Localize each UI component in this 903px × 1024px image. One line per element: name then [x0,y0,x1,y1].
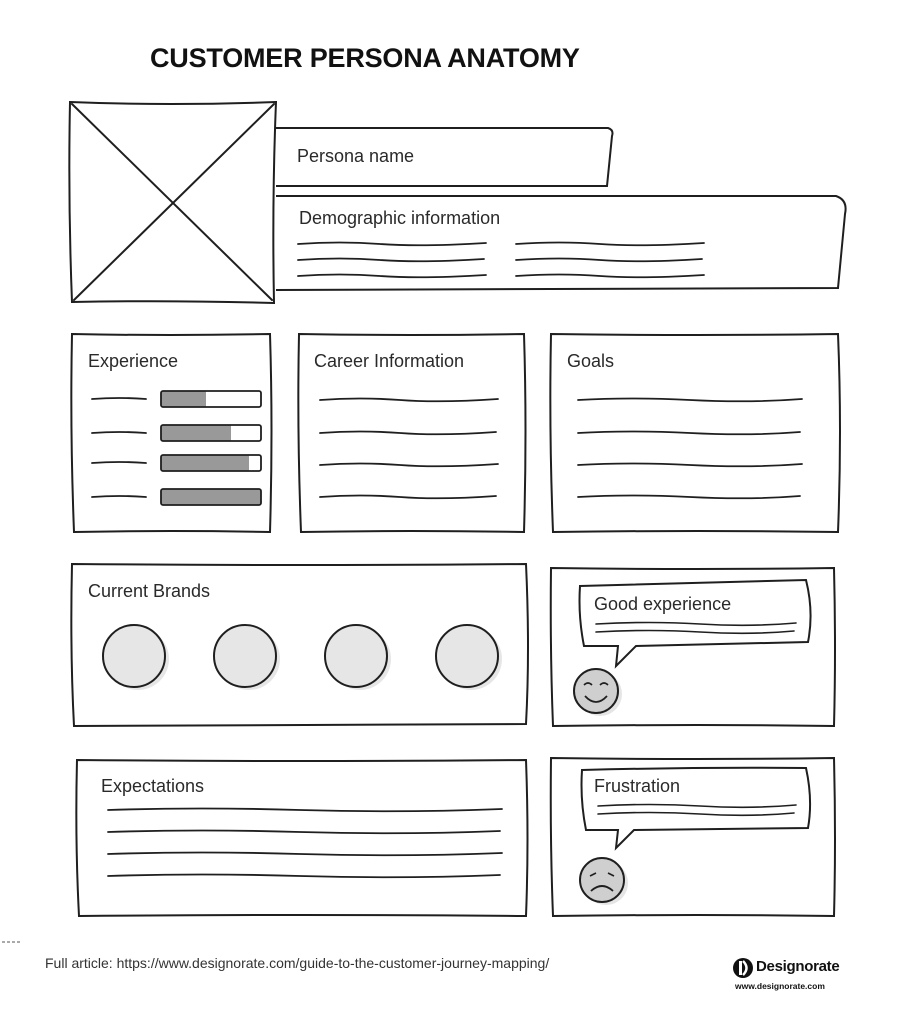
goals-lines [578,399,802,499]
career-label: Career Information [314,351,465,371]
experience-bar-fill [161,391,206,407]
experience-bar-fill [161,455,249,471]
demographic-lines [298,243,704,278]
happy-face-icon [574,669,622,716]
persona-name-label: Persona name [297,146,415,166]
experience-bar [161,425,261,441]
expectations-lines [108,809,502,878]
frustration-label: Frustration [594,776,681,796]
experience-bar [161,489,261,505]
brand-name: Designorate [756,958,840,975]
good-experience-label: Good experience [594,594,732,614]
brand-circles [103,625,502,690]
page-title: CUSTOMER PERSONA ANATOMY [150,43,580,73]
sad-face-icon [580,858,628,905]
experience-bar-fill [161,489,261,505]
experience-bar-fill [161,425,231,441]
expectations-label: Expectations [101,776,205,796]
experience-bar [161,391,261,407]
brands-label: Current Brands [88,581,211,601]
persona-photo-placeholder [69,102,276,303]
brand-url[interactable]: www.designorate.com [735,981,825,991]
brand-logo-placeholder [214,625,280,690]
brand-logo-placeholder [103,625,169,690]
brand-logo-placeholder [325,625,391,690]
article-link[interactable]: Full article: https://www.designorate.com/guide-to-the-customer-journey-mapping/ [45,955,550,971]
experience-bars [161,391,261,505]
experience-label: Experience [88,351,179,371]
goals-label: Goals [567,351,615,371]
experience-lines [92,398,146,497]
designorate-logo-icon [733,958,753,978]
demographic-label: Demographic information [299,208,501,228]
experience-bar [161,455,261,471]
career-lines [320,399,498,499]
brand-logo-placeholder [436,625,502,690]
